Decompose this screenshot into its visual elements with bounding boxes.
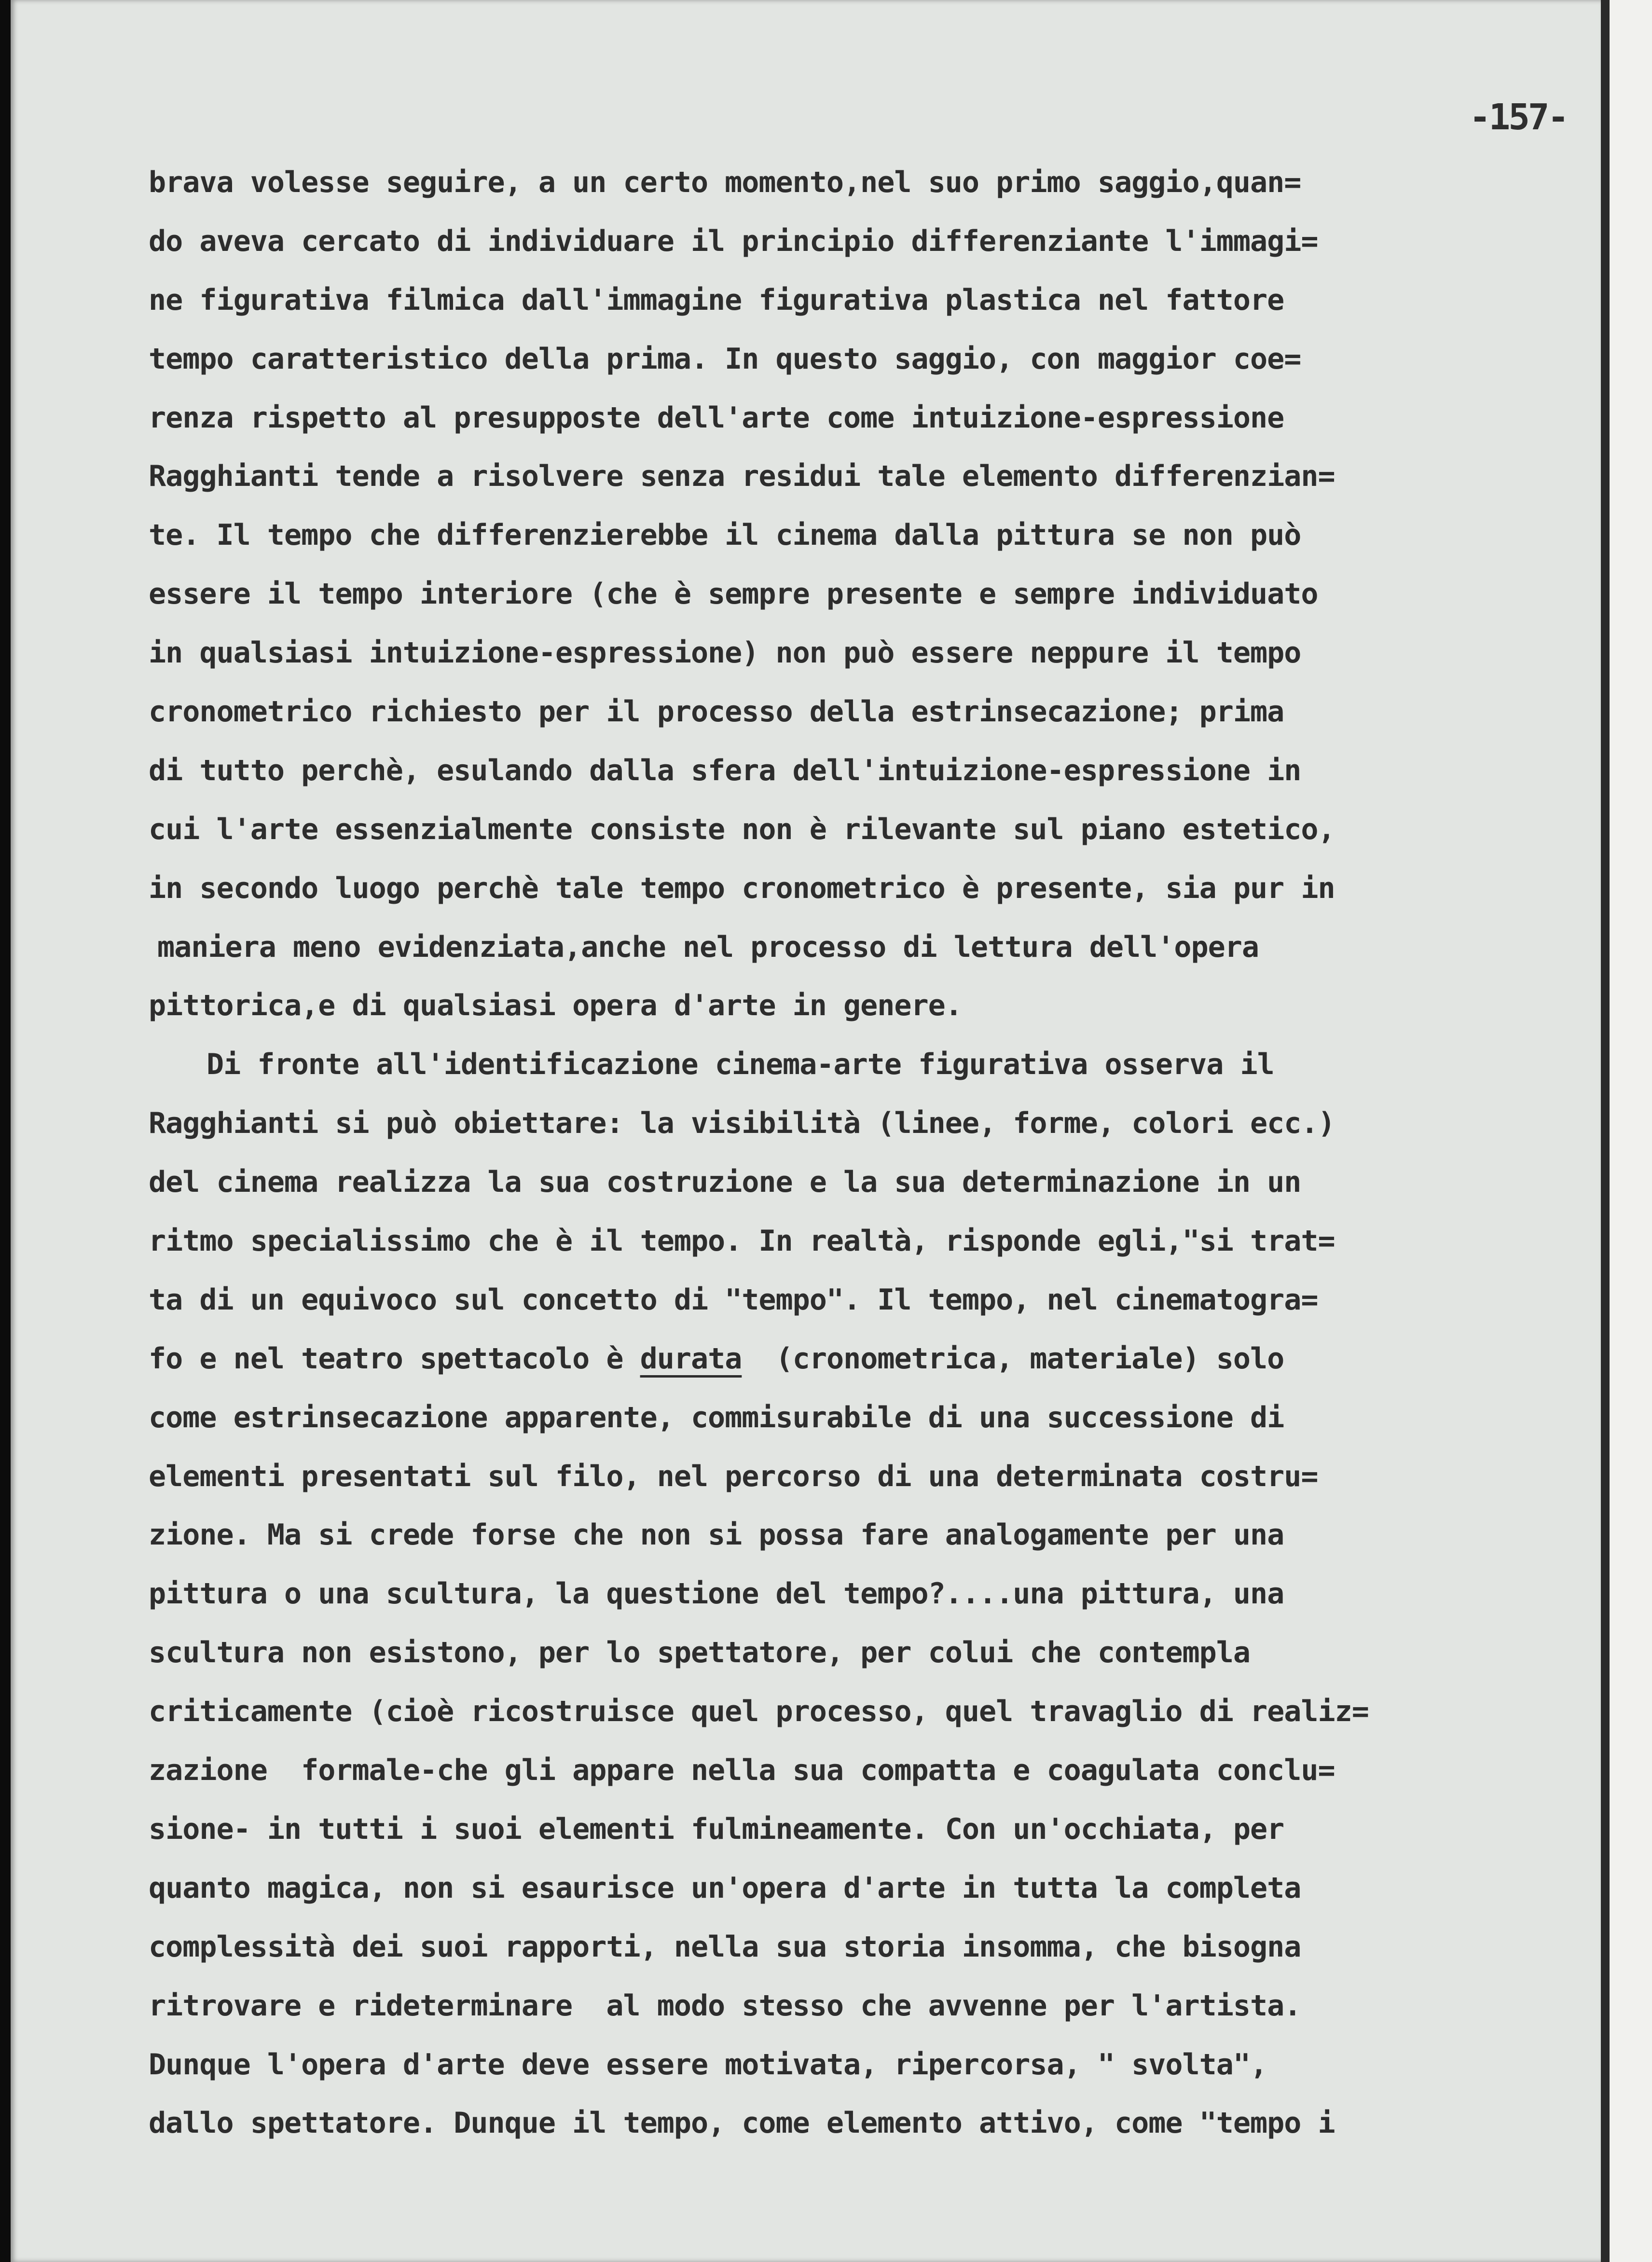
text-line: cronometrico richiesto per il processo della estrinsecazione; prima [149, 695, 1284, 729]
text-segment: fo e nel teatro spettacolo è [149, 1341, 623, 1376]
underlined-word: durata [640, 1341, 742, 1376]
book-binding-edge [0, 0, 11, 2262]
text-line: ne figurativa filmica dall'immagine figurativa plastica nel fattore [149, 283, 1284, 317]
typewritten-body [149, 153, 1586, 2153]
text-line: complessità dei suoi rapporti, nella sua storia insomma, che bisogna [149, 1930, 1301, 1964]
text-line: Ragghianti si può obiettare: la visibilità (linee, forme, colori ecc.) [149, 1106, 1335, 1141]
text-segment: (cronometrica, materiale) solo [775, 1341, 1284, 1376]
paragraph-start-line: Di fronte all'identificazione cinema-arte figurativa osserva il [206, 1048, 1274, 1082]
text-line: renza rispetto al presupposte dell'arte come intuizione-espressione [149, 400, 1284, 435]
text-line: di tutto perchè, esulando dalla sfera dell'intuizione-espressione in [149, 753, 1301, 787]
text-line: elementi presentati sul filo, nel percorso di una determinata costru= [149, 1459, 1318, 1493]
text-line: zione. Ma si crede forse che non si possa fare analogamente per una [149, 1518, 1284, 1552]
text-line: brava volesse seguire, a un certo momento,nel suo primo saggio,quan= [149, 166, 1301, 199]
text-line: do aveva cercato di individuare il principio differenziante l'immagi= [149, 224, 1318, 258]
text-line: in qualsiasi intuizione-espressione) non può essere neppure il tempo [149, 636, 1301, 670]
text-line: sione- in tutti i suoi elementi fulmineamente. Con un'occhiata, per [149, 1812, 1284, 1846]
page-number: -157- [1469, 97, 1567, 138]
text-line: in secondo luogo perchè tale tempo cronometrico è presente, sia pur in [149, 871, 1335, 905]
document-page [11, 0, 1601, 2262]
text-line: zazione formale-che gli appare nella sua compatta e coagulata conclu= [149, 1753, 1335, 1788]
text-line: ta di un equivoco sul concetto di "tempo". Il tempo, nel cinematogra= [149, 1283, 1318, 1317]
text-line: come estrinsecazione apparente, commisurabile di una successione di [149, 1400, 1284, 1434]
text-line: dallo spettatore. Dunque il tempo, come elemento attivo, come "tempo i [149, 2106, 1335, 2140]
page-edge-shadow [1601, 0, 1610, 2262]
text-line: pittorica,e di qualsiasi opera d'arte in genere. [149, 989, 962, 1023]
text-line: essere il tempo interiore (che è sempre presente e sempre individuato [149, 577, 1318, 611]
text-line: Dunque l'opera d'arte deve essere motivata, ripercorsa, " svolta", [149, 2047, 1267, 2082]
text-line: Ragghianti tende a risolvere senza residui tale elemento differenzian= [149, 459, 1335, 494]
text-line: te. Il tempo che differenzierebbe il cinema dalla pittura se non può [149, 518, 1301, 552]
text-line: del cinema realizza la sua costruzione e la sua determinazione in un [149, 1165, 1301, 1200]
text-line: tempo caratteristico della prima. In questo saggio, con maggior coe= [149, 342, 1301, 376]
page-edge-strip [1610, 0, 1652, 2262]
text-line: pittura o una scultura, la questione del tempo?....una pittura, una [149, 1577, 1284, 1611]
text-line: criticamente (cioè ricostruisce quel processo, quel travaglio di realiz= [149, 1695, 1369, 1729]
text-line: ritrovare e rideterminare al modo stesso che avvenne per l'artista. [149, 1988, 1301, 2023]
text-line-with-underline [149, 1330, 1586, 1389]
text-line: maniera meno evidenziata,anche nel processo di lettura dell'opera [157, 930, 1259, 964]
text-line: cui l'arte essenzialmente consiste non è rilevante sul piano estetico, [149, 812, 1335, 846]
text-line: scultura non esistono, per lo spettatore, per colui che contempla [149, 1636, 1250, 1670]
text-line: quanto magica, non si esaurisce un'opera d'arte in tutta la completa [149, 1871, 1301, 1905]
text-line: ritmo specialissimo che è il tempo. In realtà, risponde egli,"si trat= [149, 1224, 1335, 1258]
